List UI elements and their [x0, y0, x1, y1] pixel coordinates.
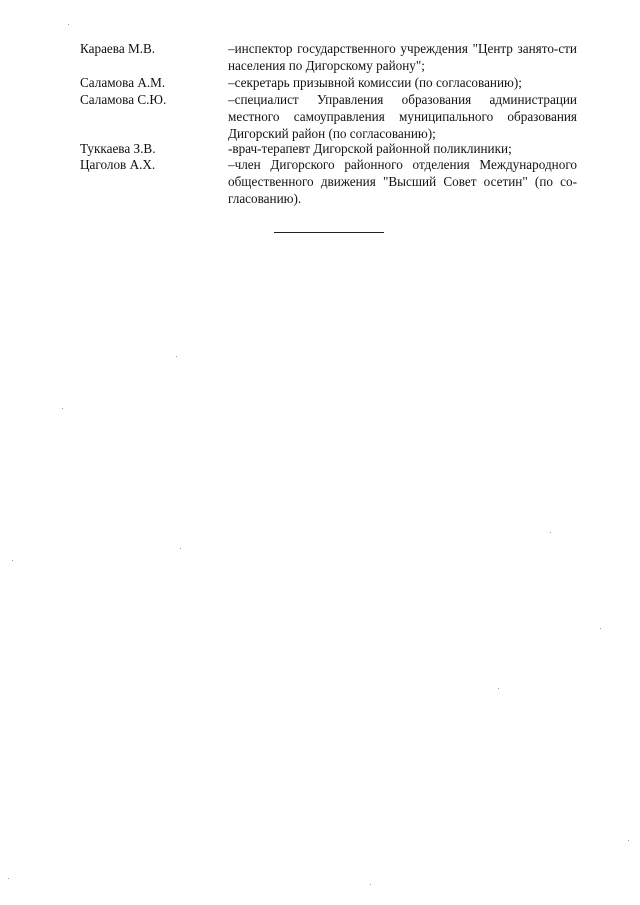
scan-speck — [600, 628, 601, 629]
scan-speck — [370, 884, 371, 885]
member-name: Цаголов А.Х. — [80, 157, 156, 172]
member-role: –член Дигорского районного отделения Международного общественного движения "Высший Совет осетин" (по со-гласованию). — [228, 157, 577, 206]
member-name: Саламова А.М. — [80, 75, 166, 90]
member-name: Караева М.В. — [80, 41, 156, 56]
scan-speck — [68, 24, 69, 25]
member-role: -врач-терапевт Дигорской районной поликлиники; — [228, 141, 512, 156]
member-role: –специалист Управления образования администрации местного самоуправления муниципального образования Дигорский район (по согласованию); — [228, 92, 577, 141]
scan-speck — [550, 532, 551, 533]
scan-speck — [498, 688, 499, 689]
scan-speck — [176, 356, 177, 357]
scan-speck — [180, 548, 181, 549]
scan-speck — [12, 560, 13, 561]
scan-speck — [8, 878, 9, 879]
member-name: Саламова С.Ю. — [80, 92, 167, 107]
scan-speck — [62, 408, 63, 409]
member-role: –инспектор государственного учреждения "Центр занято-сти населения по Дигорскому району"; — [228, 41, 577, 73]
closing-rule — [274, 232, 384, 233]
member-role: –секретарь призывной комиссии (по согласованию); — [228, 75, 522, 90]
scan-speck — [628, 840, 629, 841]
member-name: Туккаева З.В. — [80, 141, 156, 156]
